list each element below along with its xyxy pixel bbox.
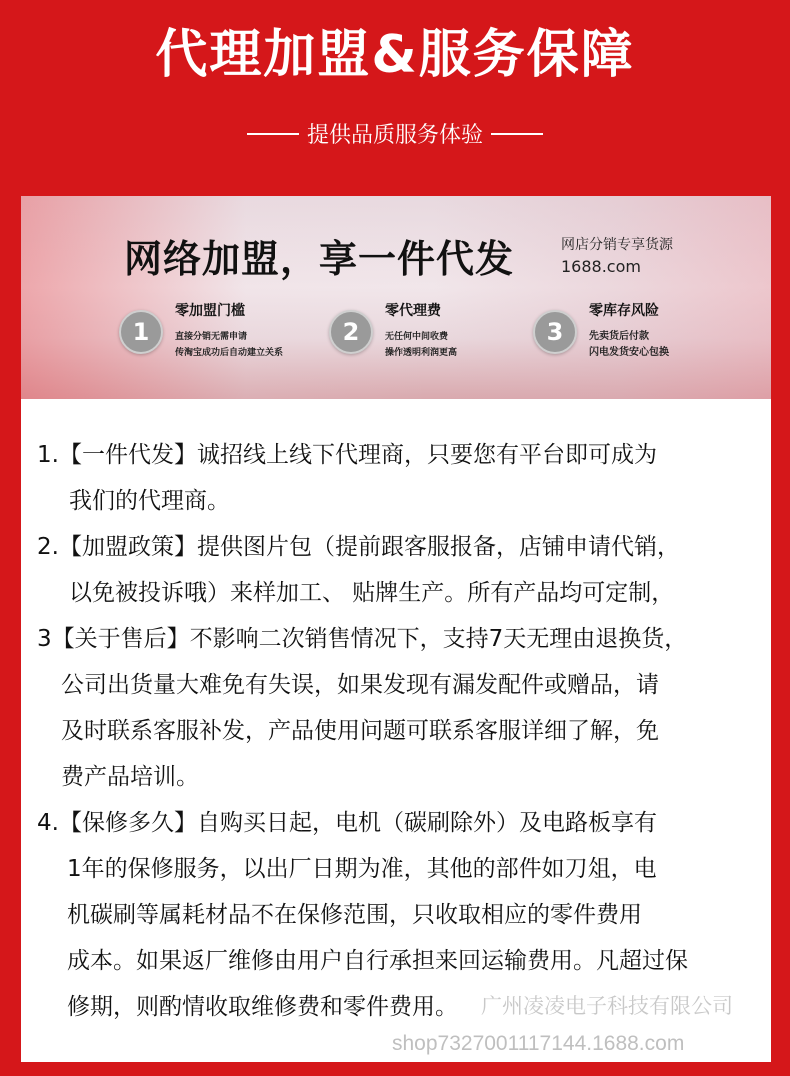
feature-title: 零库存风险 (589, 303, 659, 319)
agency-banner (21, 196, 771, 399)
feature-3 (533, 300, 669, 361)
policy-item-4-line-4: 成本。如果返厂维修由用户自行承担来回运输费用。凡超过保 (67, 948, 688, 974)
feature-1 (119, 300, 283, 361)
policy-item-1-line-2: 我们的代理商。 (69, 488, 230, 514)
policy-item-4-line-1: 4.【保修多久】自购买日起，电机（碳刷除外）及电路板享有 (37, 810, 657, 836)
subtitle-right-rule (491, 133, 543, 135)
feature-number-badge: 1 (119, 310, 163, 354)
feature-title: 零代理费 (385, 303, 441, 319)
page-title: 代理加盟&服务保障 (155, 25, 635, 85)
feature-text (175, 300, 283, 361)
feature-line: 直接分销无需申请 (175, 332, 248, 342)
page-subtitle: 提供品质服务体验 (306, 123, 483, 148)
policy-item-3-line-3: 及时联系客服补发，产品使用问题可联系客服详细了解，免 (61, 718, 659, 744)
shop-url-watermark: shop7327001117144.1688.com (392, 1032, 685, 1055)
policy-item-2-line-1: 2.【加盟政策】提供图片包（提前跟客服报备，店铺申请代销， (37, 534, 680, 560)
content-card (21, 196, 771, 1062)
company-watermark: 广州凌凌电子科技有限公司 (481, 995, 733, 1018)
policy-item-3-line-1: 3【关于售后】不影响二次销售情况下，支持7天无理由退换货， (37, 626, 688, 652)
feature-line: 闪电发货安心包换 (589, 347, 669, 358)
policy-item-1-line-1: 1.【一件代发】诚招线上线下代理商，只要您有平台即可成为 (37, 442, 657, 468)
feature-text (589, 300, 669, 361)
subtitle-row (0, 118, 790, 149)
banner-side-line1: 网店分销专享货源 (561, 237, 673, 253)
policy-item-3-line-2: 公司出货量大难免有失误，如果发现有漏发配件或赠品，请 (61, 672, 659, 698)
policy-item-4-line-2: 1年的保修服务，以出厂日期为准，其他的部件如刀俎，电 (67, 856, 657, 882)
feature-text (385, 300, 457, 361)
feature-line: 操作透明利润更高 (385, 348, 458, 358)
feature-line: 先卖货后付款 (589, 331, 649, 342)
banner-side-text (561, 234, 673, 278)
banner-headline: 网络加盟，享一件代发 (124, 237, 515, 281)
policy-item-2-line-2: 以免被投诉哦）来样加工、 贴牌生产。所有产品均可定制， (69, 580, 675, 606)
policy-item-4-line-5: 修期，则酌情收取维修费和零件费用。 (67, 994, 458, 1020)
feature-line: 无任何中间收费 (385, 332, 449, 342)
feature-number-badge: 3 (533, 310, 577, 354)
feature-number-badge: 2 (329, 310, 373, 354)
header (0, 0, 790, 190)
feature-title: 零加盟门槛 (175, 303, 245, 319)
feature-line: 传淘宝成功后自动建立关系 (175, 348, 284, 358)
feature-2 (329, 300, 457, 361)
policy-item-4-line-3: 机碳刷等属耗材品不在保修范围，只收取相应的零件费用 (67, 902, 642, 928)
policy-item-3-line-4: 费产品培训。 (61, 764, 199, 790)
subtitle-left-rule (247, 133, 299, 135)
banner-domain: 1688.com (561, 257, 641, 276)
